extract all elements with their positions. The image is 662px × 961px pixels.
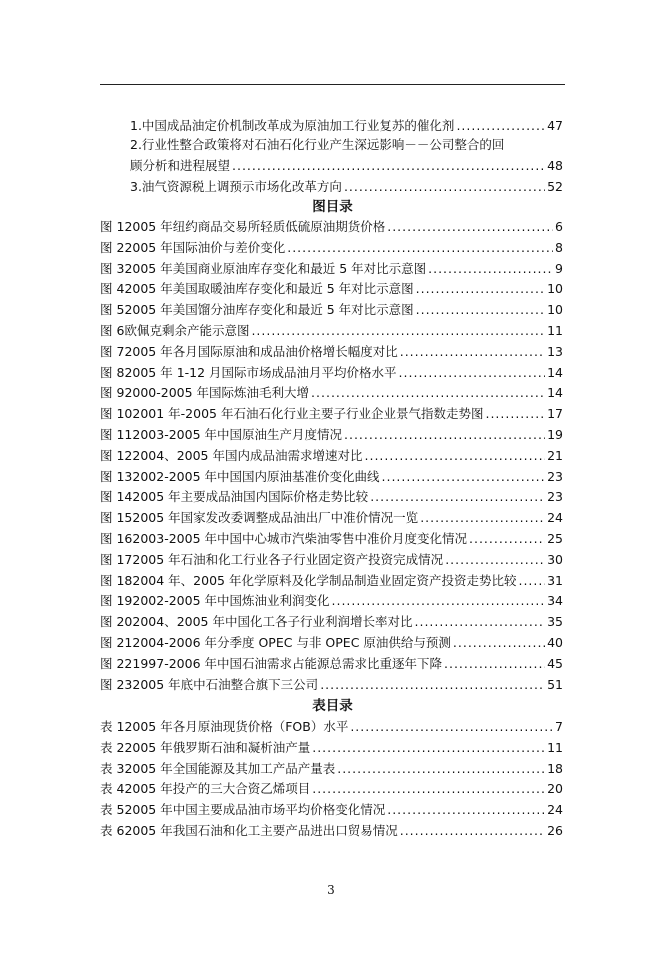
figure-entry[interactable] [100, 448, 563, 464]
figure-page: 6 [555, 219, 563, 234]
table-label: 表 5 [100, 802, 125, 818]
leader-dots [370, 489, 545, 505]
figure-page: 21 [547, 447, 563, 463]
table-label: 表 1 [100, 719, 125, 734]
figure-entry[interactable] [100, 531, 563, 547]
figure-page: 13 [547, 343, 563, 359]
figure-label: 图 6 [100, 323, 125, 338]
figure-title: 2005 年纽约商品交易所轻质低硫原油期货价格 [124, 219, 386, 234]
leader-dots [251, 323, 545, 339]
figure-label: 图 15 [100, 510, 133, 526]
figure-label: 图 16 [100, 531, 133, 546]
figure-entry[interactable] [100, 385, 563, 401]
figure-page: 51 [547, 676, 563, 692]
leader-dots [415, 614, 546, 630]
figure-page: 10 [547, 281, 563, 297]
page-number: 3 [327, 883, 335, 897]
figure-page: 30 [547, 551, 563, 567]
figure-label: 图 4 [100, 281, 125, 297]
toc-entry[interactable] [130, 137, 563, 153]
figure-title: 2005 年美国取暖油库存变化和最近 5 年对比示意图 [124, 281, 414, 297]
figure-title: 欧佩克剩余产能示意图 [124, 323, 250, 338]
figure-entry[interactable] [100, 552, 563, 568]
leader-dots [518, 573, 545, 589]
leader-dots [445, 552, 545, 568]
figure-page: 8 [555, 239, 563, 255]
table-title: 2005 年投产的三大合资乙烯项目 [124, 781, 311, 797]
figure-page: 23 [547, 489, 563, 505]
table-entry[interactable] [100, 719, 563, 735]
figure-title: 1997-2006 年中国石油需求占能源总需求比重逐年下降 [132, 655, 442, 671]
figure-page: 35 [547, 614, 563, 630]
figure-label: 图 22 [100, 655, 133, 671]
figure-label: 图 7 [100, 343, 125, 359]
table-entry[interactable] [100, 761, 563, 777]
figure-entry[interactable] [100, 635, 563, 651]
figure-page: 14 [547, 364, 563, 380]
leader-dots [420, 510, 545, 526]
figure-entry[interactable] [100, 219, 563, 235]
figure-label: 图 14 [100, 489, 133, 505]
figure-label: 图 2 [100, 239, 125, 255]
toc-entry-page: 48 [547, 158, 563, 173]
figure-label: 图 23 [100, 676, 133, 692]
toc-entry-title-cont: 顾分析和进程展望 [130, 158, 231, 173]
table-label: 表 2 [100, 739, 125, 755]
figure-label: 图 18 [100, 572, 133, 588]
figure-label: 图 21 [100, 635, 133, 650]
figure-entry[interactable] [100, 261, 563, 277]
figure-page: 31 [547, 572, 563, 588]
toc-entry-title: 1.中国成品油定价机制改革成为原油加工行业复苏的催化剂 [130, 118, 455, 133]
table-entry[interactable] [100, 823, 563, 839]
leader-dots [337, 761, 545, 777]
figure-title: 2000-2005 年国际炼油毛利大增 [124, 385, 310, 401]
figure-title: 2005 年底中石油整合旗下三公司 [132, 676, 319, 692]
leader-dots [382, 469, 546, 485]
figure-entry[interactable] [100, 614, 563, 630]
figure-entry[interactable] [100, 302, 563, 318]
figure-title: 2003-2005 年中国中心城市汽柴油零售中准价月度变化情况 [132, 531, 467, 546]
leader-dots [387, 802, 545, 818]
table-page: 24 [547, 802, 563, 818]
figure-title: 2005 年 1-12 月国际市场成品油月平均价格水平 [124, 364, 397, 380]
figure-entry[interactable] [100, 489, 563, 505]
table-entry[interactable] [100, 781, 563, 797]
figure-title: 2003-2005 年中国原油生产月度情况 [132, 427, 342, 442]
leader-dots [232, 158, 545, 174]
leader-dots [453, 635, 545, 651]
figure-title: 2005 年美国商业原油库存变化和最近 5 年对比示意图 [124, 260, 427, 276]
toc-entry-page: 47 [547, 118, 563, 133]
figure-page: 11 [547, 323, 563, 338]
figure-page: 25 [547, 531, 563, 546]
figure-page: 9 [555, 260, 563, 276]
leader-dots [320, 677, 545, 693]
figure-title: 2004-2006 年分季度 OPEC 与非 OPEC 原油供给与预测 [132, 635, 451, 650]
table-page: 26 [547, 823, 563, 838]
figure-entry[interactable] [100, 510, 563, 526]
table-list-heading: 表目录 [312, 698, 353, 714]
leader-dots [400, 823, 545, 839]
figure-title: 2004 年、2005 年化学原料及化学制品制造业固定资产投资走势比较 [132, 572, 517, 588]
leader-dots [428, 261, 553, 277]
table-title: 2005 年全国能源及其加工产品产量表 [124, 760, 336, 776]
figure-label: 图 13 [100, 468, 133, 484]
leader-dots [365, 448, 546, 464]
leader-dots [387, 219, 553, 235]
leader-dots [456, 118, 545, 134]
figure-page: 17 [547, 406, 563, 422]
figure-title: 2005 年石油和化工行业各子行业固定资产投资完成情况 [132, 551, 444, 567]
leader-dots [312, 781, 545, 797]
figure-entry[interactable] [100, 365, 563, 381]
figure-entry[interactable] [100, 281, 563, 297]
leader-dots [444, 656, 545, 672]
table-page: 11 [547, 739, 563, 755]
figure-title: 2002-2005 年中国炼油业利润变化 [132, 593, 330, 609]
toc-entry-title: 3.油气资源税上调预示市场化改革方向 [130, 179, 342, 194]
figure-entry[interactable] [100, 656, 563, 672]
figure-title: 2005 年美国馏分油库存变化和最近 5 年对比示意图 [124, 302, 414, 318]
figure-page: 45 [547, 655, 563, 671]
table-title: 2005 年各月原油现货价格（FOB）水平 [124, 719, 349, 734]
table-entry[interactable] [100, 802, 563, 818]
toc-entry[interactable] [130, 179, 563, 195]
leader-dots [416, 302, 545, 318]
figure-title: 2005 年主要成品油国内国际价格走势比较 [132, 489, 369, 505]
table-label: 表 6 [100, 823, 125, 838]
figure-entry[interactable] [100, 469, 563, 485]
table-title: 2005 年俄罗斯石油和凝析油产量 [124, 739, 311, 755]
leader-dots [399, 365, 546, 381]
table-page: 7 [555, 719, 563, 734]
figure-page: 10 [547, 302, 563, 318]
figure-label: 图 20 [100, 614, 133, 630]
figure-title: 2004、2005 年国内成品油需求增速对比 [132, 447, 363, 463]
leader-dots [332, 593, 546, 609]
leader-dots [416, 281, 545, 297]
figure-page: 34 [547, 593, 563, 609]
figure-entry[interactable] [100, 677, 563, 693]
figure-label: 图 10 [100, 406, 133, 422]
figure-entry[interactable] [100, 323, 563, 339]
leader-dots [469, 531, 545, 547]
leader-dots [350, 719, 553, 735]
figure-page: 40 [547, 635, 563, 650]
figure-label: 图 9 [100, 385, 125, 401]
figure-entry[interactable] [100, 573, 563, 589]
toc-entry-page: 52 [547, 179, 563, 194]
figure-list-heading: 图目录 [312, 199, 353, 215]
leader-dots [311, 385, 545, 401]
figure-page: 14 [547, 385, 563, 401]
toc-entry[interactable] [130, 118, 563, 134]
table-title: 2005 年我国石油和化工主要产品进出口贸易情况 [124, 823, 398, 838]
figure-title: 2005 年国家发改委调整成品油出厂中准价情况一览 [132, 510, 419, 526]
figure-entry[interactable] [100, 240, 563, 256]
table-page: 20 [547, 781, 563, 797]
leader-dots [287, 240, 553, 256]
figure-entry[interactable] [100, 344, 563, 360]
figure-entry[interactable] [100, 427, 563, 443]
figure-page: 24 [547, 510, 563, 526]
table-page: 18 [547, 760, 563, 776]
table-entry[interactable] [100, 740, 563, 756]
figure-label: 图 19 [100, 593, 133, 609]
table-label: 表 3 [100, 760, 125, 776]
leader-dots [344, 427, 545, 443]
figure-label: 图 1 [100, 219, 125, 234]
figure-label: 图 11 [100, 427, 133, 442]
figure-label: 图 3 [100, 260, 125, 276]
figure-label: 图 12 [100, 447, 133, 463]
figure-page: 23 [547, 468, 563, 484]
table-title: 2005 年中国主要成品油市场平均价格变化情况 [124, 802, 386, 818]
leader-dots [400, 344, 545, 360]
figure-entry[interactable] [100, 406, 563, 422]
figure-title: 2005 年国际油价与差价变化 [124, 239, 286, 255]
toc-entry-title: 2.行业性整合政策将对石油石化行业产生深远影响－－公司整合的回 [130, 137, 505, 152]
table-label: 表 4 [100, 781, 125, 797]
header-rule [100, 84, 565, 85]
leader-dots [312, 740, 545, 756]
figure-label: 图 8 [100, 364, 125, 380]
leader-dots [485, 406, 545, 422]
figure-label: 图 5 [100, 302, 125, 318]
figure-title: 2002-2005 年中国国内原油基准价变化曲线 [132, 468, 380, 484]
figure-label: 图 17 [100, 551, 133, 567]
figure-title: 2001 年-2005 年石油石化行业主要子行业企业景气指数走势图 [132, 406, 484, 422]
figure-entry[interactable] [100, 593, 563, 609]
leader-dots [344, 179, 545, 195]
figure-page: 19 [547, 427, 563, 442]
toc-entry-continued[interactable] [130, 158, 563, 174]
figure-title: 2005 年各月国际原油和成品油价格增长幅度对比 [124, 343, 398, 359]
figure-title: 2004、2005 年中国化工各子行业利润增长率对比 [132, 614, 413, 630]
